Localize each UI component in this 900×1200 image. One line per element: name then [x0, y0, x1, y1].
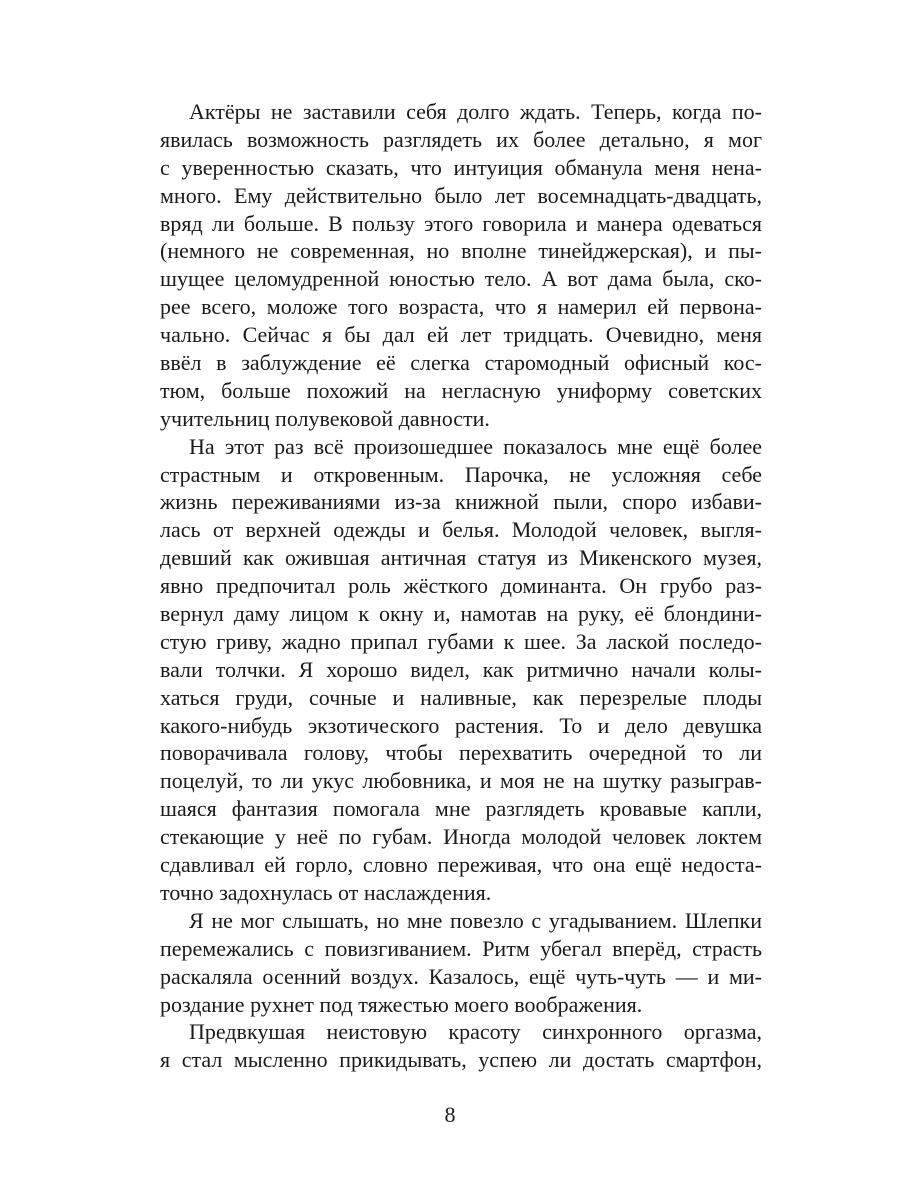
text-line: стекающие у неё по губам. Иногда молодой человек локтем — [160, 824, 762, 850]
text-line: перемежались с повизгиванием. Ритм убегал вперёд, страсть — [160, 935, 762, 961]
text-line: явилась возможность разглядеть их более детально, я мог — [160, 126, 762, 152]
text-line: рее всего, моложе того возраста, что я намерил ей первона- — [160, 294, 762, 320]
text-line: Я не мог слышать, но мне повезло с угадыванием. Шлепки — [189, 907, 762, 933]
text-line: лась от верхней одежды и белья. Молодой человек, выгля- — [160, 517, 762, 543]
text-line: ввёл в заблуждение её слегка старомодный офисный кос- — [160, 350, 762, 376]
text-line: страстным и откровенным. Парочка, не усложняя себе — [160, 461, 762, 487]
text-line: жизнь переживаниями из-за книжной пыли, споро избави- — [160, 489, 762, 515]
text-line: стую гриву, жадно припал губами к шее. За лаской последо- — [160, 628, 762, 654]
text-line: хаться груди, сочные и наливные, как перезрелые плоды — [160, 684, 762, 710]
text-line: Актёры не заставили себя долго ждать. Теперь, когда по- — [189, 99, 762, 124]
text-line: вряд ли больше. В пользу этого говорила и манера одеваться — [160, 210, 762, 236]
text-line: (немного не современная, но вполне тинейджерская), и пы- — [160, 238, 762, 264]
text-line: какого-нибудь экзотического растения. То и дело девушка — [160, 712, 762, 738]
text-line: раскаляла осенний воздух. Казалось, ещё чуть-чуть — и ми- — [160, 963, 762, 989]
text-line: поворачивала голову, чтобы перехватить очередной то ли — [160, 740, 762, 766]
text-line: чально. Сейчас я бы дал ей лет тридцать. Очевидно, меня — [160, 322, 762, 348]
page-number: 8 — [444, 1102, 456, 1127]
text-line: точно задохнулась от наслаждения. — [160, 879, 492, 905]
body-text — [160, 98, 762, 1074]
text-line: вернул даму лицом к окну и, намотав на руку, её блондини- — [160, 601, 762, 627]
text-line: сдавливал ей горло, словно переживая, что она ещё недоста- — [160, 852, 762, 878]
text-line: вали толчки. Я хорошо видел, как ритмично начали колы- — [160, 656, 762, 682]
text-line: учительниц полувековой давности. — [160, 405, 490, 431]
text-line: поцелуй, то ли укус любовника, и моя не на шутку разыграв- — [160, 768, 762, 794]
text-line: На этот раз всё произошедшее показалось мне ещё более — [189, 433, 762, 459]
text-line: много. Ему действительно было лет восемнадцать-двадцать, — [160, 182, 762, 208]
text-line: с уверенностью сказать, что интуиция обманула меня нена- — [160, 154, 762, 180]
text-line: Предвкушая неистовую красоту синхронного оргазма, — [189, 1019, 762, 1045]
text-line: девший как ожившая античная статуя из Микенского музея, — [160, 545, 762, 571]
text-line: явно предпочитал роль жёсткого доминанта. Он грубо раз- — [160, 573, 762, 599]
text-line: шаяся фантазия помогала мне разглядеть кровавые капли, — [160, 796, 762, 822]
text-line: тюм, больше похожий на негласную униформу советских — [160, 377, 762, 403]
text-line: я стал мысленно прикидывать, успею ли достать смартфон, — [160, 1047, 762, 1073]
text-line: шущее целомудренной юностью тело. А вот дама была, ско- — [160, 266, 762, 292]
text-line: роздание рухнет под тяжестью моего воображения. — [160, 991, 643, 1017]
